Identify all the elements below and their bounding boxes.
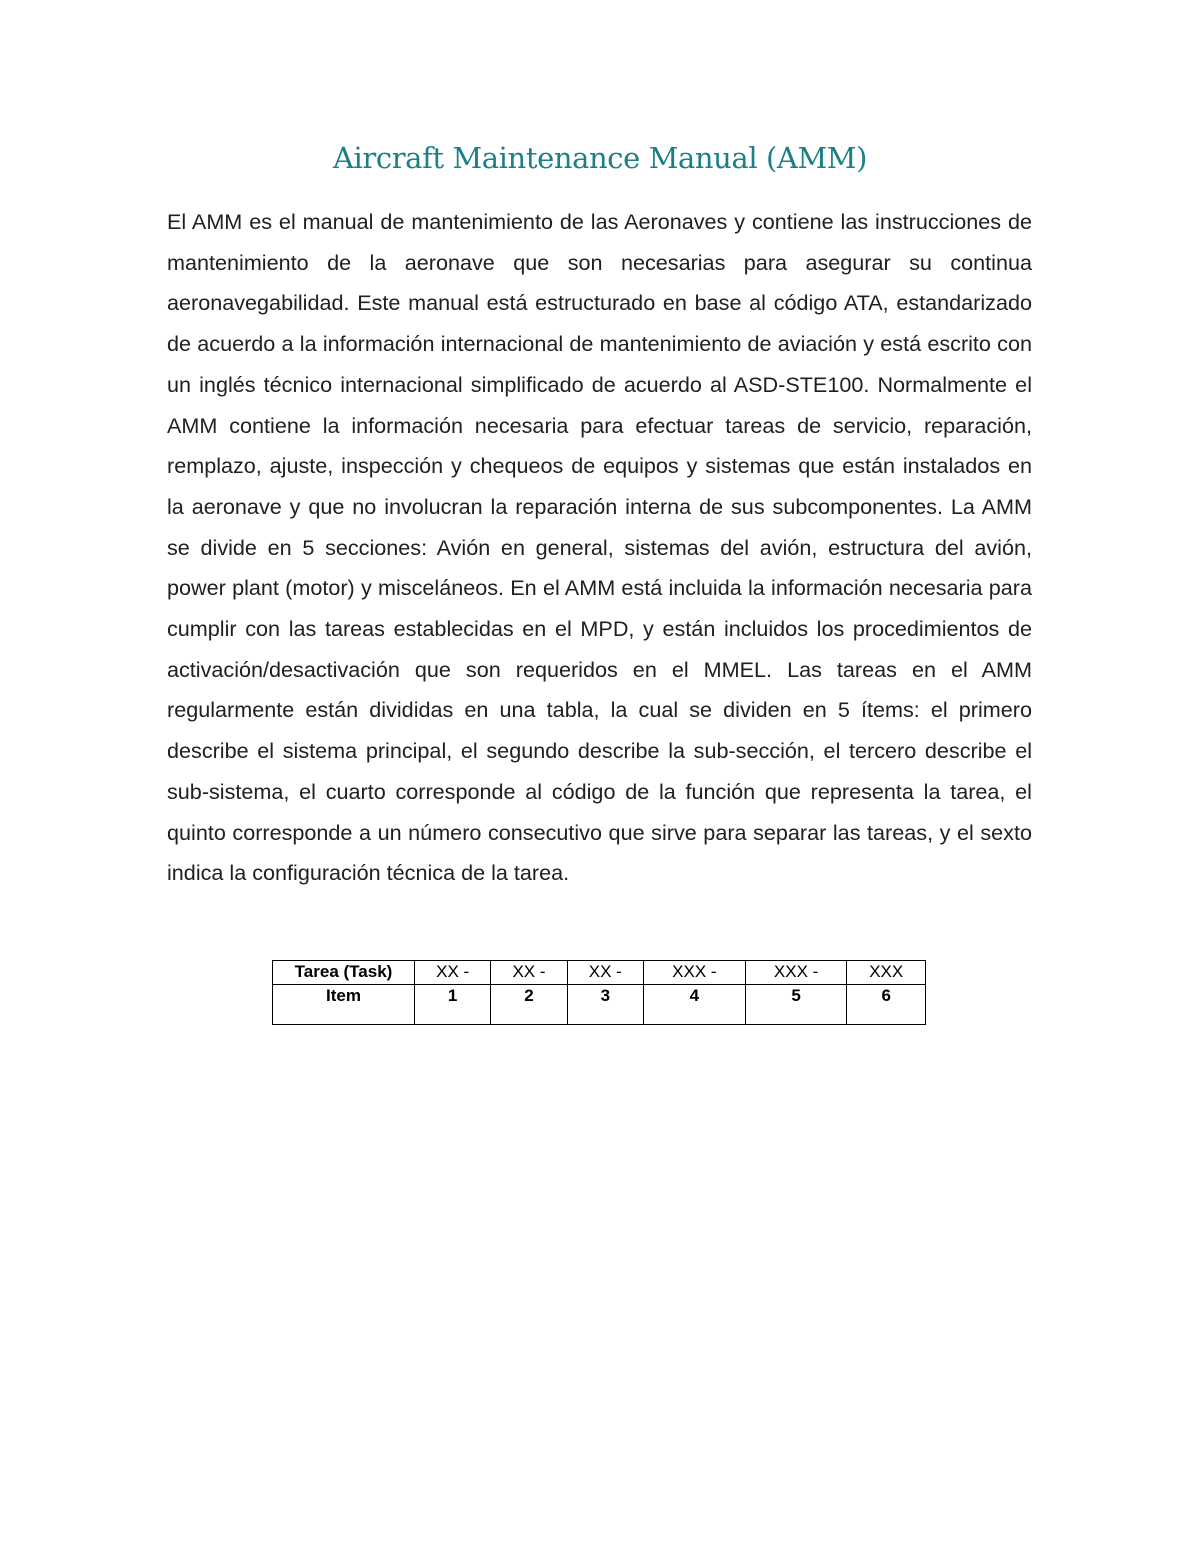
table-cell-item: 3: [567, 985, 643, 1025]
table-cell-item: 1: [415, 985, 491, 1025]
task-code-table: [272, 960, 926, 1025]
table-cell-code: XXX -: [643, 961, 745, 985]
table-cell-item: 4: [643, 985, 745, 1025]
table-cell-code: XX -: [415, 961, 491, 985]
table-cell-code: XX -: [491, 961, 567, 985]
document-title: Aircraft Maintenance Manual (AMM): [333, 141, 867, 175]
table-row: [273, 985, 926, 1025]
table-cell-code: XX -: [567, 961, 643, 985]
table-row: [273, 961, 926, 985]
table-header-label: Tarea (Task): [273, 961, 415, 985]
table-cell-code: XXX: [847, 961, 926, 985]
table-cell-item: 5: [745, 985, 847, 1025]
table-cell-item: 2: [491, 985, 567, 1025]
table-cell-item: 6: [847, 985, 926, 1025]
table-cell-code: XXX -: [745, 961, 847, 985]
body-paragraph: El AMM es el manual de mantenimiento de las Aeronaves y contiene las instrucciones de mantenimiento de la aeronave que son necesarias para asegurar su continua aeronavegabilidad. Este manual está estructurado en base al código ATA, estandarizado de acuerdo a la información internacional de mantenimiento de aviación y está escrito con un inglés técnico internacional simplificado de acuerdo al ASD-STE100. Normalmente el AMM contiene la información necesaria para efectuar tareas de servicio, reparación, remplazo, ajuste, inspección y chequeos de equipos y sistemas que están instalados en la aeronave y que no involucran la reparación interna de sus subcomponentes. La AMM se divide en 5 secciones: Avión en general, sistemas del avión, estructura del avión, power plant (motor) y misceláneos. En el AMM está incluida la información necesaria para cumplir con las tareas establecidas en el MPD, y están incluidos los procedimientos de activación/desactivación que son requeridos en el MMEL. Las tareas en el AMM regularmente están divididas en una tabla, la cual se dividen en 5 ítems: el primero describe el sistema principal, el segundo describe la sub-sección, el tercero describe el sub-sistema, el cuarto corresponde al código de la función que representa la tarea, el quinto corresponde a un número consecutivo que sirve para separar las tareas, y el sexto indica la configuración técnica de la tarea.: [167, 209, 1032, 886]
table-item-label: Item: [273, 985, 415, 1025]
